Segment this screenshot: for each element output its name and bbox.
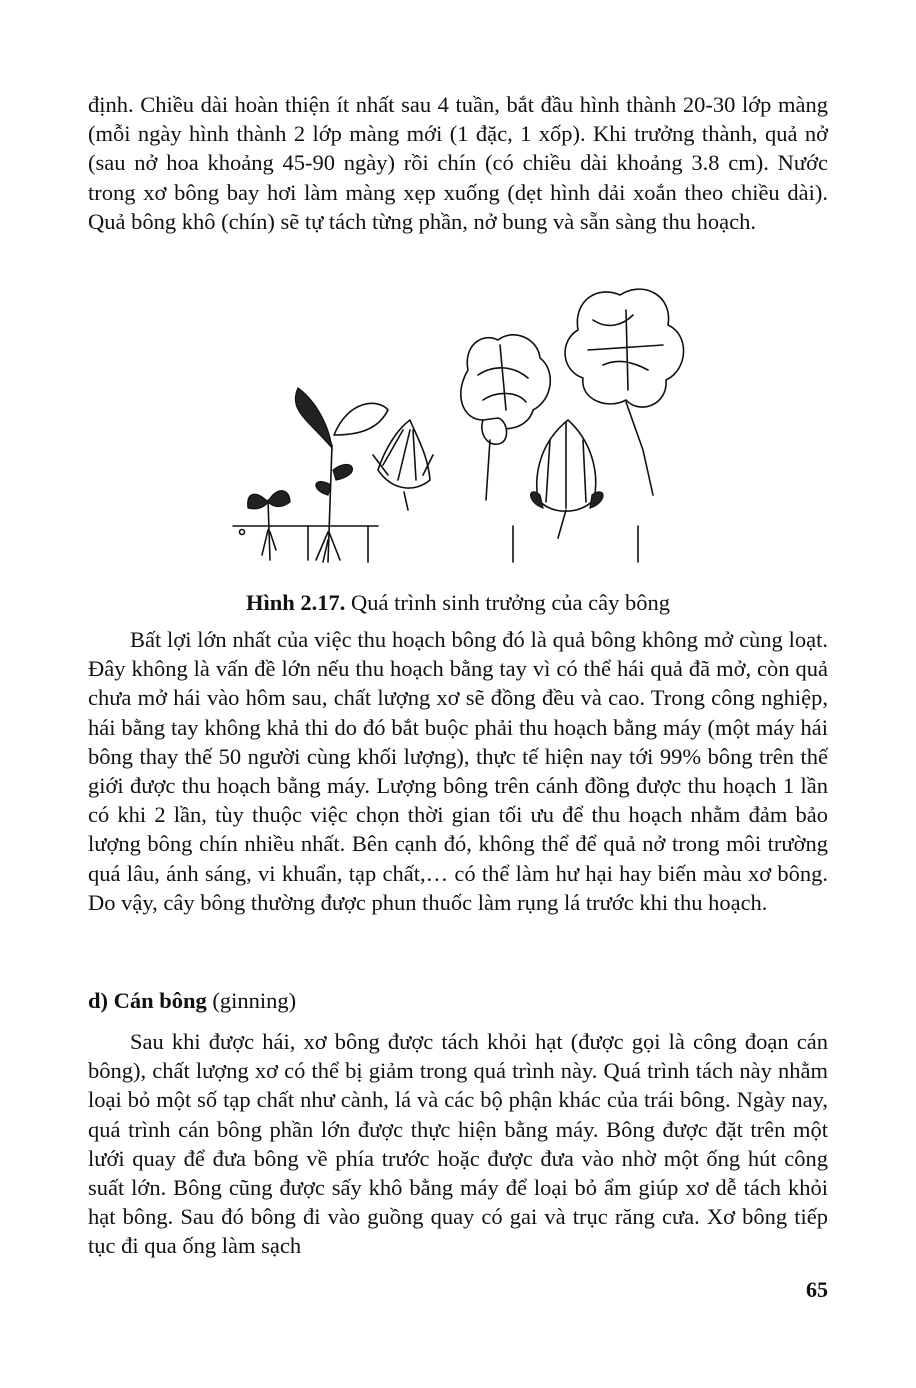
cotton-boll-stage-5 bbox=[531, 420, 603, 538]
paragraph-ginning: Sau khi được hái, xơ bông được tách khỏi hạt (được gọi là công đoạn cán bông), chất lượng xơ có thể bị giảm trong quá trình này. Quá trình tách này nhằm loại bỏ một số tạp chất như cành, lá và các bộ phận khác của trái bông. Ngày nay, quá trình cán bông phần lớn được thực hiện bằng máy. Bông được đặt trên một lưới quay để đưa bông về phía trước hoặc được đưa vào nhờ một ống hút công suất lớn. Bông cũng được sấy khô bằng máy để loại bỏ ẩm giúp xơ dễ tách khỏi hạt bông. Sau đó bông đi vào guồng quay có gai và trục răng cưa. Xơ bông tiếp tục đi qua ống làm sạch bbox=[88, 1029, 828, 1259]
open-flower-stage-4 bbox=[461, 335, 550, 562]
figure-label: Hình 2.17. bbox=[245, 590, 346, 615]
section-heading-ginning bbox=[88, 986, 296, 1015]
figure-caption-text: Quá trình sinh trưởng của cây bông bbox=[351, 590, 671, 615]
figure-caption bbox=[0, 588, 916, 617]
cotton-growth-illustration bbox=[228, 270, 698, 575]
paragraph-fiber-development: định. Chiều dài hoàn thiện ít nhất sau 4 tuần, bắt đầu hình thành 20-30 lớp màng (mỗi ngày hình thành 2 lớp màng mới (1 đặc, 1 xốp). Khi trưởng thành, quả nở (sau nở hoa khoảng 45-90 ngày) rồi chín (có chiều dài khoảng 3.8 cm). Nước trong xơ bông bay hơi làm màng xẹp xuống (dẹt hình dải xoắn theo chiều dài). Quả bông khô (chín) sẽ tự tách từng phần, nở bung và sẵn sàng thu hoạch. bbox=[88, 92, 828, 234]
page-number: 65 bbox=[806, 1277, 828, 1302]
open-cotton-stage-6 bbox=[565, 289, 683, 562]
section-heading-label: d) Cán bông bbox=[88, 988, 207, 1013]
figure-cotton-growth-stages bbox=[228, 270, 698, 575]
flower-bud-stage-3 bbox=[368, 420, 433, 562]
young-plant-stage-2 bbox=[295, 388, 388, 562]
section-heading-subtitle: (ginning) bbox=[212, 988, 297, 1013]
paragraph-harvesting: Bất lợi lớn nhất của việc thu hoạch bông đó là quả bông không mở cùng loạt. Đây không là vấn đề lớn nếu thu hoạch bằng tay vì có thể hái quả đã mở, còn quả chưa mở hái vào hôm sau, chất lượng xơ sẽ đồng đều và cao. Trong công nghiệp, hái bằng tay không khả thi do đó bắt buộc phải thu hoạch bằng máy (một máy hái bông thay thế 50 người cùng khối lượng), thực tế hiện nay tới 99% bông trên thế giới được thu hoạch bằng máy. Lượng bông trên cánh đồng được thu hoạch 1 lần có khi 2 lần, tùy thuộc việc chọn thời gian tối ưu để thu hoạch nhằm đảm bảo lượng bông chín nhiều nhất. Bên cạnh đó, không thể để quả nở trong môi trường quá lâu, ánh sáng, vi khuẩn, tạp chất,… có thể làm hư hại hay biến màu xơ bông. Do vậy, cây bông thường được phun thuốc làm rụng lá trước khi thu hoạch. bbox=[88, 627, 828, 915]
